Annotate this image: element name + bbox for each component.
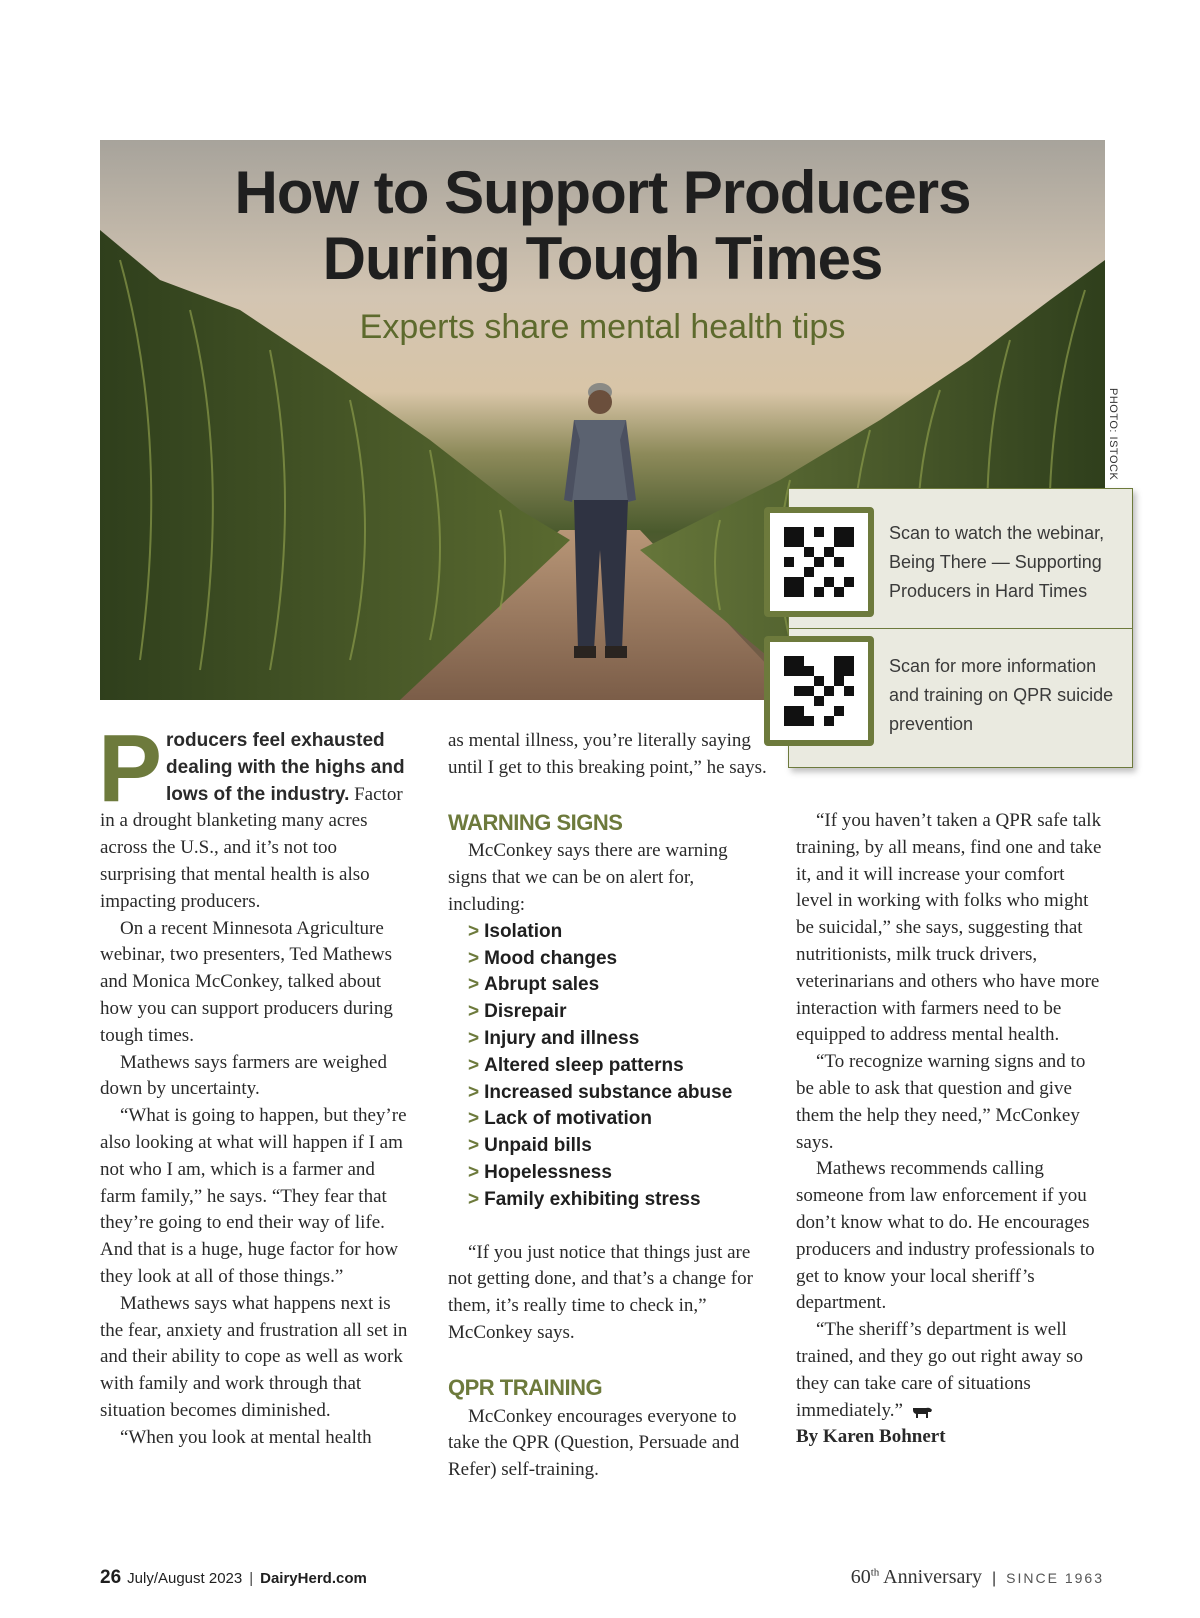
bullet-marker: > xyxy=(468,1135,480,1157)
bullet-marker: > xyxy=(468,1027,480,1049)
warning-sign-item xyxy=(468,919,768,946)
qr-code-icon xyxy=(784,656,854,726)
paragraph: McConkey encourages everyone to take the QPR (Question, Persuade and Refer) self-training. xyxy=(448,1405,740,1481)
paragraph: Mathews says farmers are weighed down by uncertainty. xyxy=(100,1051,387,1100)
qr-code-qpr[interactable] xyxy=(764,636,874,746)
article-title xyxy=(100,160,1105,292)
section-heading-qpr-training: QPR TRAINING xyxy=(448,1374,603,1400)
warning-sign-item xyxy=(468,1106,768,1133)
warning-sign-label: Hopelessness xyxy=(484,1161,612,1183)
paragraph: Mathews says what happens next is the fear, anxiety and frustration all set in and their ability to cope as well as work with family and work through that situation becomes diminished. xyxy=(100,1292,408,1421)
bullet-marker: > xyxy=(468,1188,480,1210)
photo-credit: PHOTO: ISTOCK xyxy=(1107,388,1119,481)
footer-separator: | xyxy=(992,1570,997,1587)
bullet-marker: > xyxy=(468,920,480,942)
warning-sign-item xyxy=(468,1053,768,1080)
qr-caption-qpr: Scan for more information and training on QPR suicide prevention xyxy=(889,656,1114,734)
byline: By Karen Bohnert xyxy=(796,1426,946,1448)
paragraph: Mathews recommends calling someone from law enforcement if you don’t know what to do. He encourages producers and industry professionals to get to know your local sheriff’s department. xyxy=(796,1158,1095,1314)
warning-sign-item xyxy=(468,999,768,1026)
warning-sign-item xyxy=(468,1026,768,1053)
article-subtitle: Experts share mental health tips xyxy=(359,308,846,346)
paragraph: “When you look at mental health xyxy=(120,1426,372,1448)
qr-code-webinar[interactable] xyxy=(764,507,874,617)
page-number: 26 xyxy=(100,1567,122,1588)
qr-code-icon xyxy=(784,527,854,597)
bullet-marker: > xyxy=(468,947,480,969)
since-year: SINCE 1963 xyxy=(1006,1570,1104,1586)
warning-sign-item xyxy=(468,1187,768,1214)
warning-signs-list xyxy=(448,919,768,1214)
paragraph: as mental illness, you’re literally saying until I get to this breaking point,” he says. xyxy=(448,730,767,778)
warning-sign-item xyxy=(468,1080,768,1107)
anniversary-word: Anniversary xyxy=(883,1566,983,1588)
section-heading-warning-signs: WARNING SIGNS xyxy=(448,809,623,835)
lead-text: roducers feel exhausted dealing with the highs and lows of the industry. xyxy=(166,730,405,805)
qr-sidebar xyxy=(788,488,1133,768)
paragraph: On a recent Minnesota Agriculture webinar, two presenters, Ted Mathews and Monica McConkey, talked about how you can support producers during tough times. xyxy=(100,917,393,1046)
warning-sign-label: Isolation xyxy=(484,920,563,942)
warning-sign-item xyxy=(468,946,768,973)
footer-left xyxy=(100,1567,367,1589)
anniversary-suffix: th xyxy=(870,1566,880,1579)
column-1 xyxy=(98,715,410,1452)
site-link[interactable]: DairyHerd.com xyxy=(260,1570,367,1587)
paragraph: “If you just notice that things just are not getting done, and that’s a change for them, it’s really time to check in,” McConkey says. xyxy=(448,1241,753,1343)
cow-end-icon xyxy=(911,1403,933,1419)
warning-sign-label: Family exhibiting stress xyxy=(484,1188,701,1210)
warning-sign-label: Disrepair xyxy=(484,1001,567,1023)
warning-sign-label: Injury and illness xyxy=(484,1027,640,1049)
warning-sign-label: Altered sleep patterns xyxy=(484,1054,684,1076)
closing-text: “The sheriff’s department is well trained, and they go out right away so they can take care of situations immediately.” xyxy=(796,1319,1084,1421)
warning-sign-item xyxy=(468,972,768,999)
title-line-2: During Tough Times xyxy=(322,225,883,292)
warning-sign-label: Unpaid bills xyxy=(484,1135,592,1157)
footer-right xyxy=(851,1566,1104,1589)
title-line-1: How to Support Producers xyxy=(234,159,971,226)
warning-sign-label: Lack of motivation xyxy=(484,1108,652,1130)
qr-caption-webinar: Scan to watch the webinar, Being There — Supporting Producers in Hard Times xyxy=(889,523,1105,601)
paragraph: McConkey says there are warning signs that we can be on alert for, including: xyxy=(448,840,728,915)
qr-row-webinar xyxy=(789,489,1132,629)
lead-paragraph xyxy=(98,715,410,916)
lead-rest: Factor in a drought blanketing many acres across the U.S., and it’s not too surprising that mental health is also impacting producers. xyxy=(100,783,403,912)
footer-separator: | xyxy=(249,1570,254,1587)
bullet-marker: > xyxy=(468,974,480,996)
paragraph: “If you haven’t taken a QPR safe talk training, by all means, find one and take it, and it will increase your comfort level in working with folks who might be suicidal,” she says, suggesting that nutritionists, milk truck drivers, veterinarians and others who have more interaction with farmers need to be equipped to address mental health. xyxy=(796,810,1102,1046)
paragraph: “To recognize warning signs and to be able to ask that question and give them the help they need,” McConkey says. xyxy=(796,1051,1086,1153)
warning-sign-item xyxy=(468,1133,768,1160)
qr-row-qpr xyxy=(789,628,1132,767)
column-2 xyxy=(448,728,768,1484)
column-3 xyxy=(796,808,1106,1451)
closing-paragraph xyxy=(796,1317,1106,1424)
bullet-marker: > xyxy=(468,1081,480,1103)
issue-date: July/August 2023 xyxy=(127,1570,243,1587)
drop-cap: P xyxy=(98,715,163,822)
bullet-marker: > xyxy=(468,1054,480,1076)
bullet-marker: > xyxy=(468,1161,480,1183)
warning-sign-item xyxy=(468,1160,768,1187)
bullet-marker: > xyxy=(468,1108,480,1130)
bullet-marker: > xyxy=(468,1001,480,1023)
anniversary-number: 60 xyxy=(850,1566,871,1588)
warning-sign-label: Increased substance abuse xyxy=(484,1081,733,1103)
paragraph: “What is going to happen, but they’re also looking at what will happen if I am not who I am, which is a farmer and farm family,” he says. “They fear that they’re going to end their way of life. And that is a huge, huge factor for how they look at all of those things.” xyxy=(100,1105,407,1287)
warning-sign-label: Abrupt sales xyxy=(484,974,600,996)
warning-sign-label: Mood changes xyxy=(484,947,618,969)
